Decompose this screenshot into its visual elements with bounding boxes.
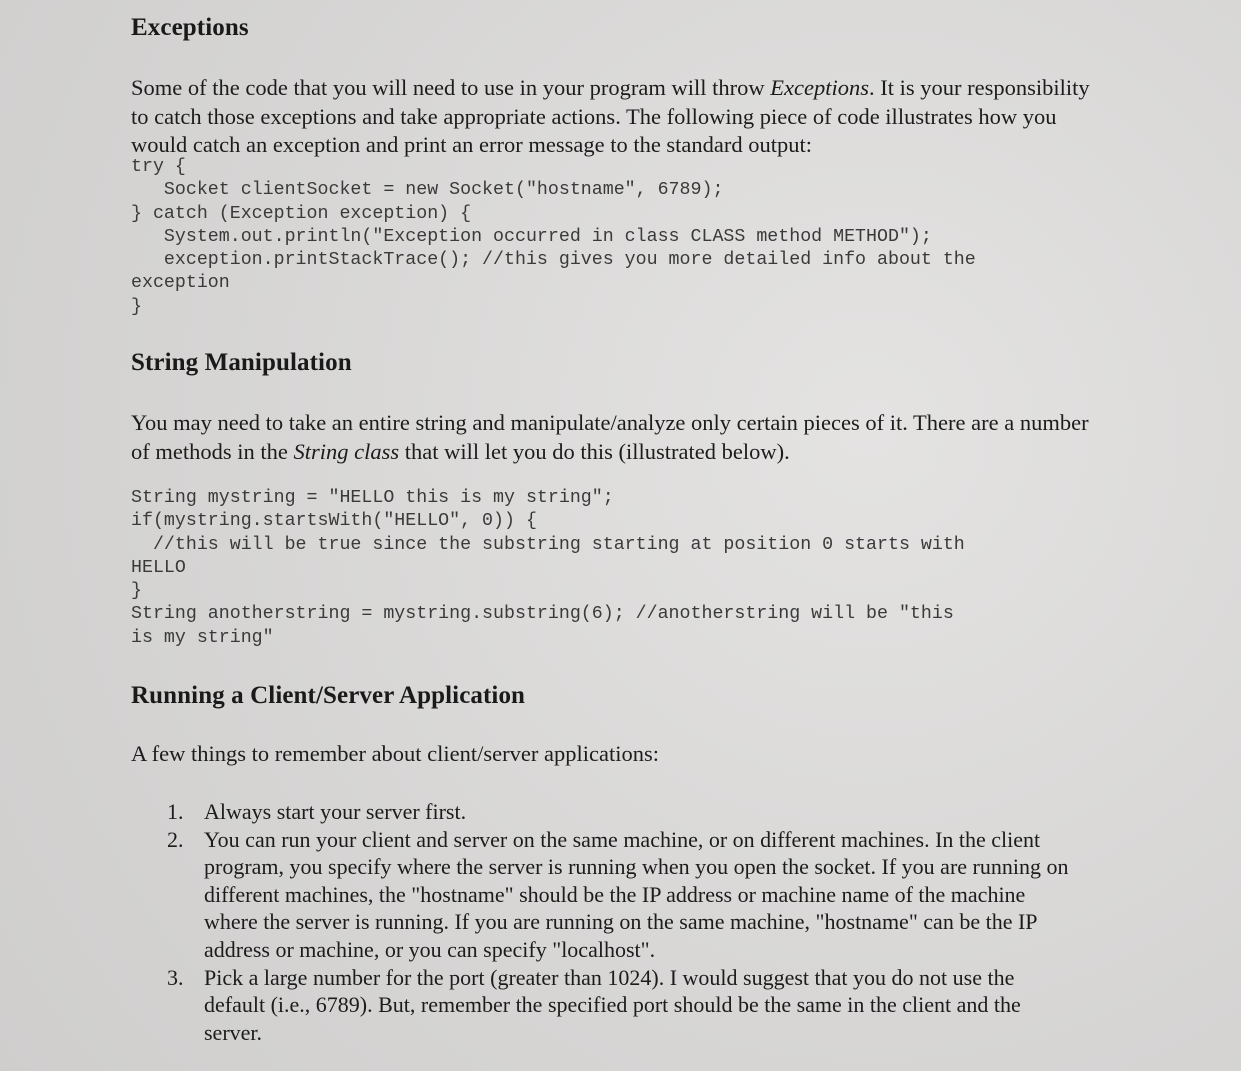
string-text-1: You may need to take an entire string and manipulate/analyze only certain pieces of it. There are a number of methods in the xyxy=(131,410,1089,464)
list-item xyxy=(167,826,1074,964)
exceptions-text-1: Some of the code that you will need to use in your program will throw xyxy=(131,75,771,100)
exceptions-term: Exceptions xyxy=(770,75,869,100)
list-item-text: Pick a large number for the port (greater than 1024). I would suggest that you do not use the default (i.e., 6789). But, remember the specified port should be the same in the client and the server. xyxy=(204,964,1021,1045)
list-item xyxy=(167,798,1074,826)
list-item-number: 2. xyxy=(167,826,184,852)
exceptions-paragraph xyxy=(131,74,1096,160)
list-item-number: 3. xyxy=(167,964,184,990)
list-item xyxy=(167,964,1074,1047)
client-server-intro: A few things to remember about client/server applications: xyxy=(131,741,659,766)
string-code-block: String mystring = "HELLO this is my string"; if(mystring.startsWith("HELLO", 0)) { //this will be true since the substring starting at position 0 starts with HELLO } String anotherstring = mystring.substring(6); //anotherstring will be "this is my string" xyxy=(131,488,965,648)
list-item-text: You can run your client and server on the same machine, or on different machines. In the client program, you specify where the server is running when you open the socket. If you are running on different machines, the "hostname" should be the IP address or machine name of the machine where the server is running. If you are running on the same machine, "hostname" can be the IP address or machine, or you can specify "localhost". xyxy=(204,826,1069,962)
exceptions-heading: Exceptions xyxy=(131,14,249,41)
exceptions-code-block: try { Socket clientSocket = new Socket("hostname", 6789); } catch (Exception exception) { System.out.println("Exception occurred in class CLASS method METHOD"); exception.printStackTrace(); //this gives you more detailed info about the exception } xyxy=(131,157,976,317)
string-paragraph xyxy=(131,409,1096,466)
list-item-number: 1. xyxy=(167,799,184,824)
string-class-term: String class xyxy=(293,438,400,464)
client-server-steps xyxy=(131,798,1074,1046)
string-text-2: that will let you do this (illustrated below). xyxy=(399,438,790,464)
list-item-text: Always start your server first. xyxy=(204,799,467,824)
exceptions-text-2: . It is your responsibility to catch those exceptions and take appropriate actions. The following piece of code illustrates how you would catch an exception and print an error message to the standard output: xyxy=(131,75,1090,157)
string-manipulation-heading: String Manipulation xyxy=(131,349,352,376)
client-server-heading: Running a Client/Server Application xyxy=(131,682,526,709)
